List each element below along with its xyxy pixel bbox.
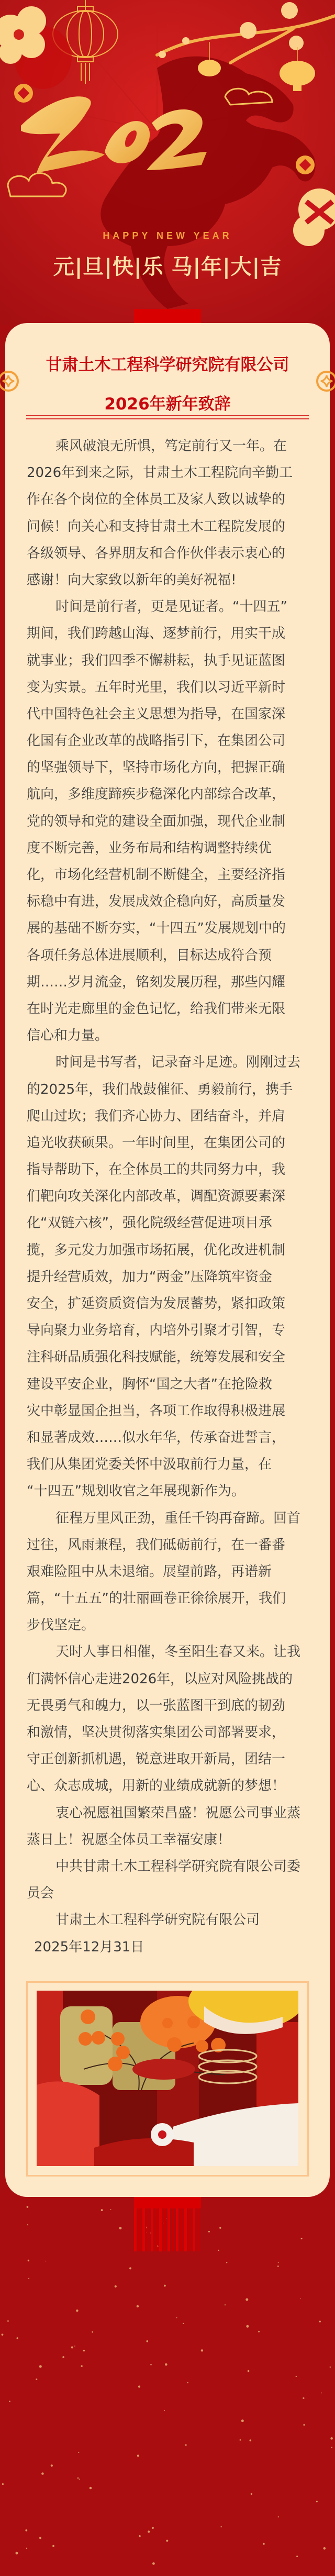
title-divider <box>26 415 309 419</box>
paragraph <box>27 1505 309 1639</box>
letter-body <box>27 433 309 1961</box>
paragraph-line: 航向，多维度蹄疾步稳深化内部综合改革， <box>27 786 286 803</box>
gold-speck <box>77 2478 79 2479</box>
paragraph-line: 和显著成效……似水年华，传承奋进誓言， <box>27 1429 286 1446</box>
gold-speck <box>16 2552 18 2555</box>
paragraph-line: 衷心祝愿祖国繁荣昌盛！祝愿公司事业蒸 <box>55 1805 301 1821</box>
gold-speck <box>25 2529 27 2531</box>
paragraph <box>27 1049 309 1505</box>
tassel-stripe <box>184 2208 187 2251</box>
gold-speck <box>52 2545 54 2547</box>
paragraph-line: 感谢！向大家致以新年的美好祝福! <box>27 572 237 588</box>
paragraph-line: 提升经营质效，加力“两金”压降筑牢资金 <box>27 1269 272 1285</box>
card-top-tab <box>134 309 201 324</box>
gold-speck <box>139 2535 141 2537</box>
gold-speck <box>148 2530 150 2533</box>
tassel-stripe <box>159 2208 162 2251</box>
tassel-stripe <box>197 2208 199 2251</box>
gold-speck <box>303 2424 305 2426</box>
paragraph-line: 化，市场化经营机制不断健全，主要经济指 <box>27 867 286 883</box>
paragraph <box>27 1934 309 1961</box>
gold-speck <box>301 2238 303 2239</box>
paragraph-line: 2026年到来之际，甘肃土木工程院向辛勤工 <box>27 465 293 481</box>
paragraph-line: 心、众志成城，用新的业绩成就新的梦想！ <box>27 1778 286 1794</box>
gold-speck <box>74 2346 75 2347</box>
gold-speck <box>28 2260 29 2261</box>
paragraph-line: 的2025年，我们战鼓催征、勇毅前行，携手 <box>27 1081 293 1097</box>
paragraph-line: 追光收获硕果。一年时间里，在集团公司的 <box>27 1135 286 1151</box>
paragraph-line: 揽，多元发力加强市场拓展，优化改进机制 <box>27 1242 286 1258</box>
gold-speck <box>137 2305 139 2307</box>
gold-speck <box>150 2364 152 2366</box>
paragraph-line: 度不断完善，业务布局和结构调整持续优 <box>27 840 272 856</box>
gold-speck <box>166 2540 168 2542</box>
paragraph-line: 步伐坚定。 <box>27 1617 95 1634</box>
tassel-stripe <box>193 2208 195 2251</box>
paragraph <box>27 1639 309 1800</box>
gold-speck <box>83 2350 85 2351</box>
tassel-stripe <box>151 2208 153 2251</box>
gold-speck <box>185 2444 187 2446</box>
paragraph-line: 中共甘肃土木工程科学研究院有限公司委 <box>55 1858 301 1874</box>
gold-speck <box>330 2367 331 2368</box>
gold-speck <box>27 2206 29 2208</box>
gold-speck <box>46 2261 47 2262</box>
tassel-stripe <box>147 2208 149 2251</box>
gold-speck <box>176 2317 177 2318</box>
gold-speck <box>263 2543 265 2545</box>
gold-speck <box>16 2337 18 2339</box>
gold-speck <box>39 2537 41 2539</box>
gold-speck <box>90 2487 92 2490</box>
gold-speck <box>183 2323 184 2324</box>
paragraph-line: 灾中彰显国企担当，各项工作取得积极进展 <box>27 1403 286 1419</box>
paragraph-line: 爬山过坎；我们齐心协力、团结奋斗，并肩 <box>27 1108 286 1124</box>
gold-speck <box>152 2562 155 2565</box>
paragraph-line: 变为实景。五年时光里，我们以习近平新时 <box>27 679 286 695</box>
gold-speck <box>27 2224 28 2225</box>
paragraph-line: 在时光走廊里的金色记忆，给我们带来无限 <box>27 1001 286 1017</box>
tassel-stripe <box>180 2208 183 2251</box>
paragraph-line: 标稳中有进，发展成效企稳向好，高质量发 <box>27 894 286 910</box>
paragraph-line: 时间是前行者，更是见证者。“十四五” <box>55 599 287 615</box>
tassel-stripe <box>142 2208 145 2251</box>
gold-speck <box>2 2483 4 2485</box>
paragraph-line: 甘肃土木工程科学研究院有限公司 <box>55 1912 260 1928</box>
gold-speck <box>219 2227 221 2228</box>
paragraph-line: 展的基础不断夯实，“十四五”发展规划中的 <box>27 920 286 937</box>
tassel-stripe <box>134 2208 137 2251</box>
gold-speck <box>250 2439 252 2441</box>
paragraph-line: 注科研品质强化科技赋能，统筹发展和安全 <box>27 1349 286 1365</box>
gold-speck <box>39 2365 42 2368</box>
letter-subtitle: 2026年新年致辞 <box>104 395 231 414</box>
festive-decor-photo <box>37 1991 298 2166</box>
gold-speck <box>241 2419 244 2422</box>
gold-speck <box>138 2385 140 2388</box>
tassel-stripe <box>163 2208 166 2251</box>
gold-speck <box>208 2231 210 2233</box>
tassel-stripe <box>138 2208 141 2251</box>
paragraph-line: 化国有企业改革的战略指引下，在集团公司 <box>27 733 286 749</box>
paragraph-line: 员会 <box>27 1885 54 1902</box>
paragraph-line: 各级领导、各界朋友和合作伙伴表示衷心的 <box>27 545 286 561</box>
gold-speck <box>78 2452 79 2453</box>
paragraph-line: 和激情，坚决贯彻落实集团公司部署要求， <box>27 1725 286 1740</box>
gold-speck <box>245 2299 248 2301</box>
festive-photo <box>37 1991 298 2166</box>
gold-speck <box>137 2455 139 2457</box>
paragraph-line: 蒸日上！祝愿全体员工幸福安康！ <box>27 1831 231 1848</box>
gold-speck <box>51 2464 53 2467</box>
gold-speck <box>152 2527 154 2529</box>
paragraph-line: 各项任务总体进展顺利，目标达成符合预 <box>27 947 272 963</box>
paragraph-line: 无畏勇气和魄力，以一张蓝图干到底的韧劲 <box>27 1697 286 1714</box>
paragraph-line: 建设平安企业，胸怀“国之大者”在抢险救 <box>27 1376 272 1392</box>
gold-speck <box>296 2376 297 2377</box>
paragraph-line: 们靶向攻关深化内部改革，调配资源要素深 <box>27 1189 286 1205</box>
paragraph <box>27 433 309 594</box>
paragraph-line: 信心和力量。 <box>27 1028 109 1044</box>
gold-speck <box>226 2262 227 2263</box>
gold-speck <box>218 2250 219 2251</box>
slogan-text: 元|旦|快|乐 马|年|大|吉 <box>53 255 282 279</box>
gold-speck <box>164 2285 166 2287</box>
paragraph-line: 征程万里风正劲，重任千钧再奋蹄。回首 <box>55 1510 301 1526</box>
paragraph-line: 艰难险阻中从未退缩。展望前路，再谱新 <box>27 1563 272 1580</box>
company-title: 甘肃土木工程科学研究院有限公司 <box>46 356 289 374</box>
gold-speck <box>164 2410 165 2411</box>
paragraph-line: 问候！向关心和支持甘肃土木工程院发展的 <box>27 518 286 535</box>
paragraph-line: 导向聚力业务培育，内培外引聚才引智，专 <box>27 1323 286 1339</box>
paragraph-line: 时间是书写者，记录奋斗足迹。刚刚过去 <box>55 1054 301 1071</box>
paragraph-line: 们满怀信心走进2026年，以应对风险挑战的 <box>27 1671 293 1687</box>
paragraph-line: 期间，我们跨越山海、逐梦前行，用实干成 <box>27 626 286 642</box>
paragraph-line: “十四五”规划收官之年展现新作为。 <box>27 1483 245 1500</box>
gold-speck <box>71 2346 73 2348</box>
header-banner <box>0 0 335 325</box>
gold-speck <box>225 2304 226 2305</box>
gold-speck <box>251 2493 252 2495</box>
gold-speck <box>76 2309 78 2312</box>
paragraph-line: 篇，“十五五”的壮丽画卷正徐徐展开，我们 <box>27 1591 286 1607</box>
paragraph-line: 守正创新抓机遇，锐意进取开新局，团结一 <box>27 1751 286 1768</box>
tassel-stripe <box>172 2208 174 2251</box>
gold-speck <box>115 2285 117 2288</box>
gold-speck <box>321 2393 322 2394</box>
paragraph <box>27 1800 309 1853</box>
gold-speck <box>165 2363 168 2366</box>
paragraph-line: 化“双链六核”，强化院级经营促进项目承 <box>27 1215 272 1231</box>
tassel-stripe <box>176 2208 178 2251</box>
gold-speck <box>81 2365 82 2367</box>
gold-speck <box>240 2439 241 2441</box>
paragraph <box>27 1907 309 1934</box>
paragraph <box>27 594 309 1049</box>
gold-speck <box>129 2267 131 2269</box>
paragraph-line: 代中国特色社会主义思想为指导，在国家深 <box>27 706 286 722</box>
gold-speck <box>26 2548 27 2549</box>
gold-speck <box>277 2266 279 2267</box>
paragraph-line: 天时人事日相催，冬至阳生春又来。让我 <box>55 1644 301 1660</box>
happy-new-year-text: HAPPY NEW YEAR <box>103 230 232 241</box>
gold-speck <box>201 2349 203 2351</box>
gold-speck <box>28 2278 29 2279</box>
tassel-stripe <box>155 2208 158 2251</box>
gold-speck <box>62 2356 64 2358</box>
gold-speck <box>258 2331 260 2333</box>
paragraph-line: 过往，风雨兼程，我们砥砺前行，在一番番 <box>27 1537 286 1553</box>
gold-speck <box>246 2325 249 2328</box>
gold-speck <box>79 2479 80 2480</box>
gold-speck <box>323 2547 326 2550</box>
gold-speck <box>300 2299 301 2300</box>
gold-speck <box>147 2340 149 2342</box>
gold-speck <box>41 2472 44 2475</box>
tassel-stripe <box>188 2208 191 2251</box>
gold-speck <box>316 2501 318 2502</box>
gold-speck <box>36 2379 37 2380</box>
paragraph-line: 我们从集团党委关怀中汲取前行力量，在 <box>27 1457 272 1473</box>
gold-speck <box>9 2401 10 2402</box>
gold-speck <box>331 2447 332 2448</box>
gold-speck <box>2 2334 4 2336</box>
gold-speck <box>296 2556 298 2557</box>
gold-speck <box>119 2227 122 2229</box>
card-bottom-tassel <box>134 2197 201 2251</box>
paragraph-line: 乘风破浪无所惧，笃定前行又一年。在 <box>55 438 287 454</box>
paragraph-line: 期……岁月流金，铭刻发展历程，那些闪耀 <box>27 974 286 990</box>
gold-speck <box>187 2382 188 2383</box>
gold-speck <box>330 2437 333 2440</box>
gold-speck <box>319 2320 321 2322</box>
paragraph <box>27 1853 309 1907</box>
paragraph-line: 党的领导和党的建设全面加强，现代企业制 <box>27 813 286 829</box>
gold-speck <box>303 2397 304 2399</box>
paragraph-line: 2025年12月31日 <box>34 1939 144 1955</box>
gold-speck <box>92 2331 93 2333</box>
gold-speck <box>220 2526 221 2527</box>
gold-speck <box>278 2516 279 2517</box>
gold-speck <box>110 2209 111 2210</box>
gold-speck <box>7 2320 9 2322</box>
paragraph-line: 作在各个岗位的全体员工及家人致以诚挚的 <box>27 492 286 508</box>
paragraph-line: 安全，扩延资质资信为发展蓄势，紧扣政策 <box>27 1296 286 1312</box>
paragraph-line: 指导帮助下，在全体员工的共同努力中，我 <box>27 1162 286 1178</box>
gold-speck <box>278 2262 279 2263</box>
paragraph-line: 的坚强领导下，坚持市场化方向，把握正确 <box>27 760 286 776</box>
paragraph-line: 就事业；我们四季不懈耕耘，执手见证蓝图 <box>27 652 286 669</box>
gold-speck <box>248 2370 250 2372</box>
tassel-stripe <box>168 2208 170 2251</box>
gold-speck <box>101 2209 103 2211</box>
